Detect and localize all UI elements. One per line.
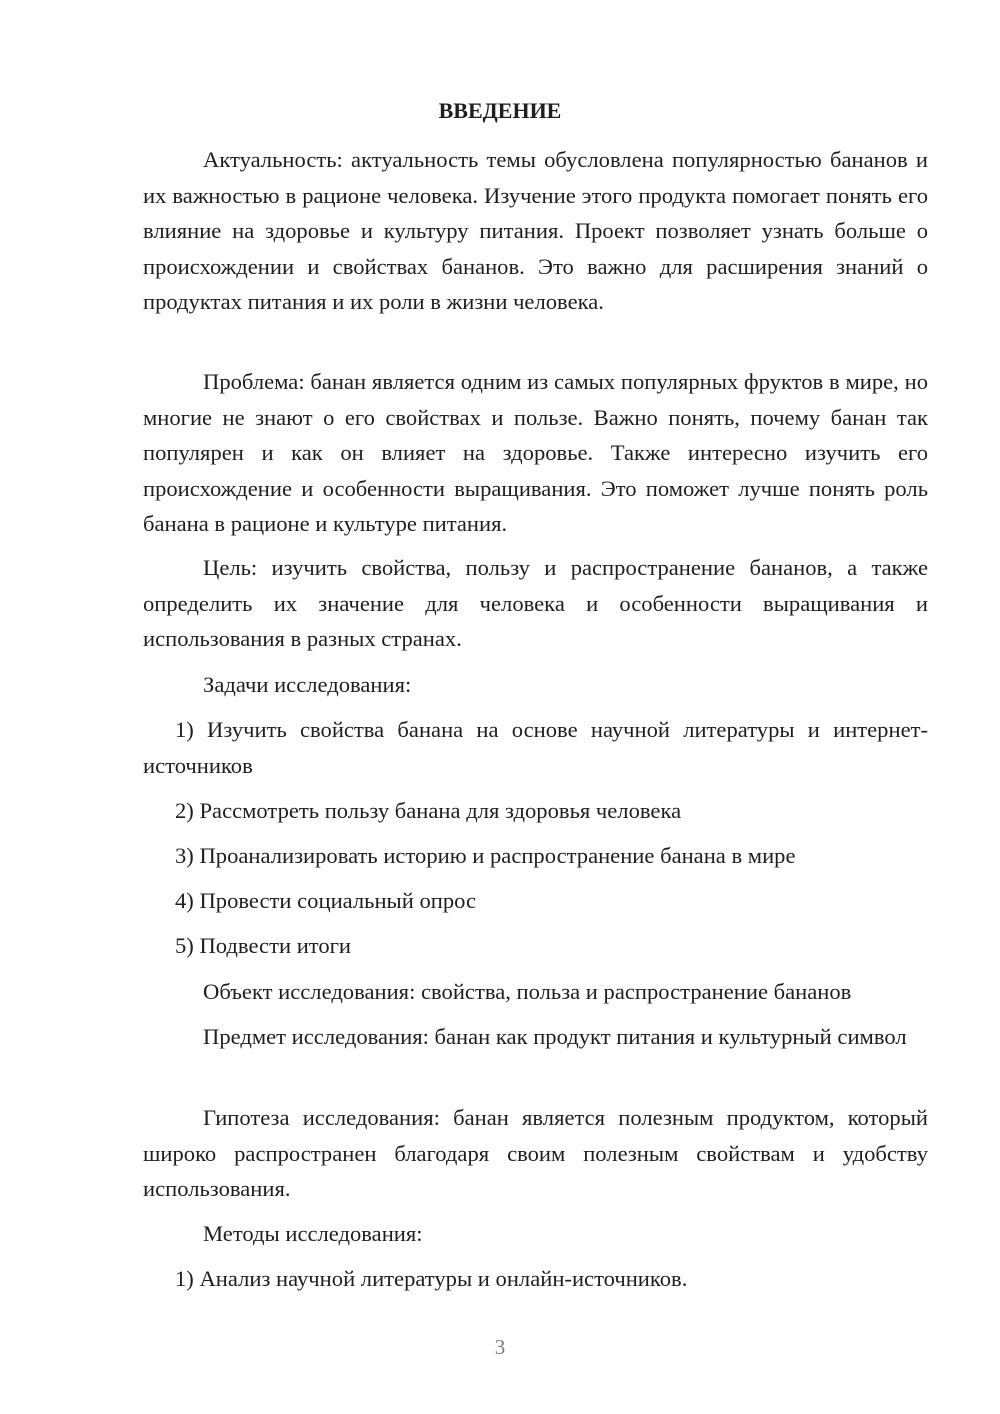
task-item: 2) Рассмотреть пользу банана для здоровья человека [175, 798, 682, 823]
hypothesis-paragraph: Гипотеза исследования: банан является полезным продуктом, который широко распространен благодаря своим полезным свойствам и удобству использования. [143, 1105, 928, 1201]
method-item: 1) Анализ научной литературы и онлайн-источников. [175, 1266, 688, 1291]
task-item: 4) Провести социальный опрос [175, 888, 477, 913]
relevance-paragraph: Актуальность: актуальность темы обусловлена популярностью бананов и их важностью в рационе человека. Изучение этого продукта помогает понять его влияние на здоровье и культуру питания. Проект позволяет узнать больше о происхождении и свойствах бананов. Это важно для расширения знаний о продуктах питания и их роли в жизни человека. [143, 147, 928, 314]
task-item: 1) Изучить свойства банана на основе научной литературы и интернет-источников [143, 717, 928, 778]
tasks-heading: Задачи исследования: [203, 672, 412, 697]
problem-paragraph: Проблема: банан является одним из самых популярных фруктов в мире, но многие не знают о его свойствах и пользе. Важно понять, почему банан так популярен и как он влияет на здоровье. Также интересно изучить его происхождение и особенности выращивания. Это поможет лучше понять роль банана в рационе и культуре питания. [143, 369, 928, 536]
methods-heading: Методы исследования: [203, 1221, 423, 1246]
task-item: 5) Подвести итоги [175, 933, 352, 958]
page-number: 3 [494, 1335, 506, 1359]
page-title: ВВЕДЕНИЕ [438, 98, 562, 123]
task-item: 3) Проанализировать историю и распространение банана в мире [175, 843, 796, 868]
subject-paragraph: Предмет исследования: банан как продукт питания и культурный символ [203, 1024, 907, 1049]
object-paragraph: Объект исследования: свойства, польза и распространение бананов [203, 979, 852, 1004]
goal-paragraph: Цель: изучить свойства, пользу и распространение бананов, а также определить их значение для человека и особенности выращивания и использования в разных странах. [143, 555, 928, 651]
